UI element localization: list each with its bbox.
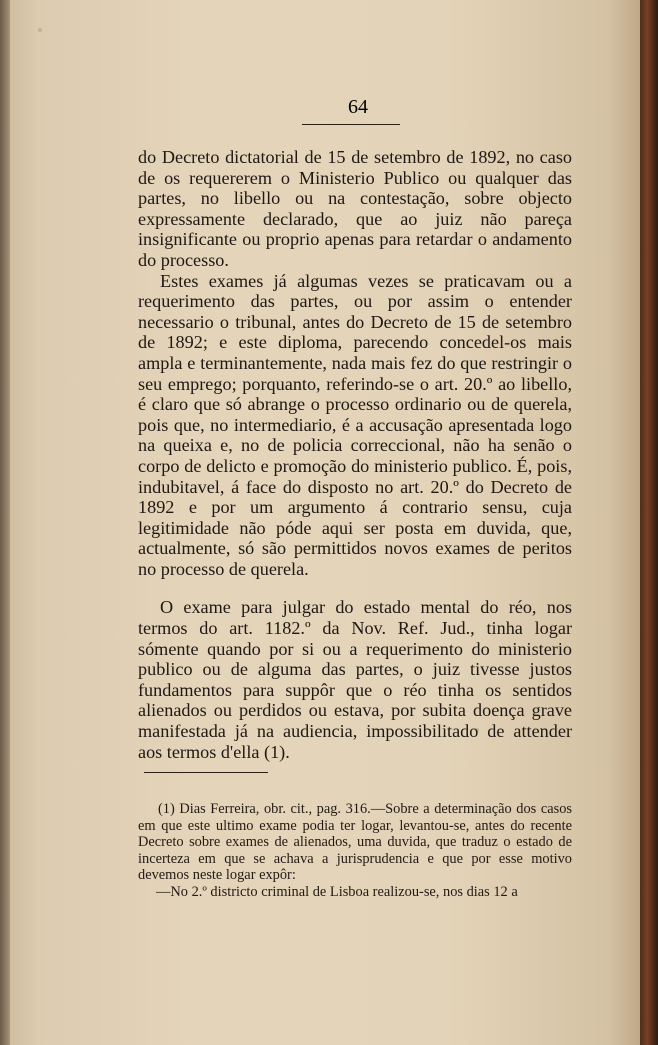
paragraph: Estes exames já algumas vezes se praticavam ou a requerimento das partes, ou por assim o entender necessario o tribunal, antes do Decreto de 15 de setembro de 1892; e este diploma, parecendo concedel-os mais ampla e terminantemente, nada mais fez do que restringir o seu emprego; porquanto, referindo-se o art. 20.º ao libello, é claro que só abrange o processo ordinario ou de querela, pois que, no intermediario, é a accusação apresentada logo na queixa e, no de policia correccional, não ha senão o corpo de delicto e promoção do ministerio publico. É, pois, indubitavel, á face do disposto no art. 20.º do Decreto de 1892 e por um argumento á contrario sensu, cuja legitimidade não póde aqui ser posta em duvida, que, actualmente, só são permittidos novos exames de peritos no processo de querela. [138, 270, 572, 579]
header-rule [302, 124, 400, 125]
page-number: 64 [348, 96, 368, 118]
main-text [138, 147, 572, 762]
paper-speck [38, 28, 42, 32]
footnote-rule [144, 772, 268, 773]
page-left-edge [0, 0, 10, 1045]
footnote-continuation: —No 2.º districto criminal de Lisboa realizou-se, nos dias 12 a [156, 883, 518, 900]
paragraph: O exame para julgar do estado mental do réo, nos termos do art. 1182.º da Nov. Ref. Jud., tinha logar sómente quando por si ou a requerimento do ministerio publico ou de alguma das partes, o juiz tivesse justos fundamentos para suppôr que o réo tinha os sentidos alienados ou perdidos ou estava, por subita doença grave manifestada já na audiencia, impossibilitado de attender aos termos d'ella (1). [138, 597, 572, 762]
footnotes [138, 801, 572, 900]
paragraph: do Decreto dictatorial de 15 de setembro de 1892, no caso de os requererem o Ministerio Publico ou qualquer das partes, no libello ou na contestação, sobre objecto expressamente declarado, que ao juiz não pareça insignificante ou proprio apenas para retardar o andamento do processo. [138, 147, 572, 270]
footnote: (1) Dias Ferreira, obr. cit., pag. 316.—Sobre a determinação dos casos em que este ultimo exame podia ter logar, levantou-se, antes do recente Decreto sobre exames de alienados, uma duvida, que traduz o estado de incerteza em que se achava a jurisprudencia e que por esse motivo devemos neste logar expôr: [138, 801, 572, 883]
book-spine [640, 0, 658, 1045]
